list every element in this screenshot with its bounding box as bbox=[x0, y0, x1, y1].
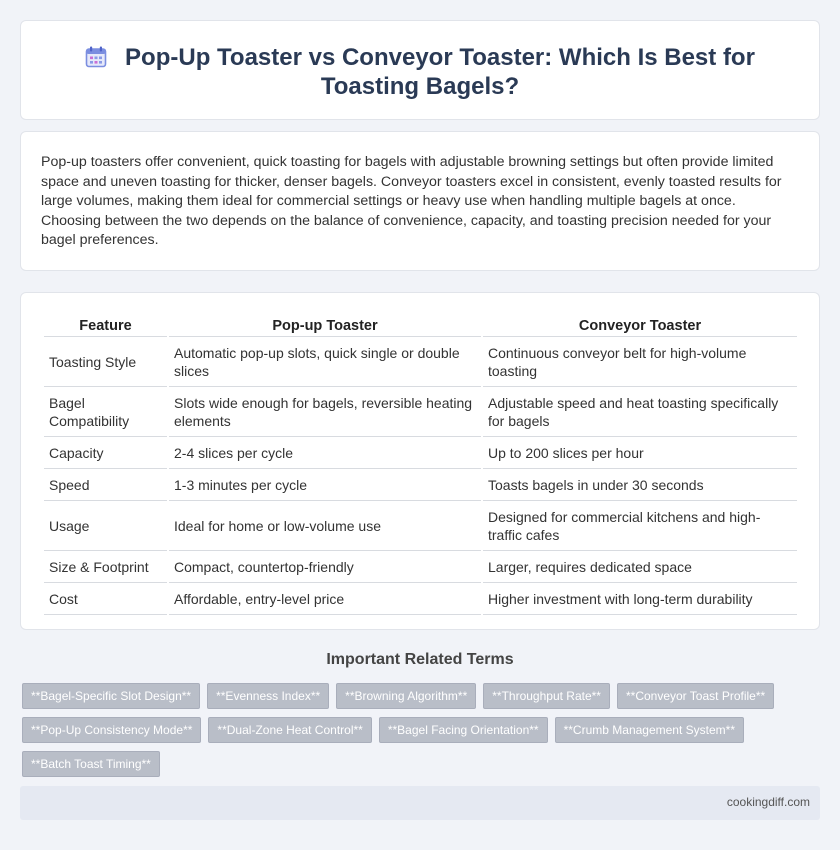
footer-site-link[interactable]: cookingdiff.com bbox=[726, 795, 810, 809]
conveyor-cell: Designed for commercial kitchens and high-traffic cafes bbox=[483, 501, 797, 551]
conveyor-cell: Toasts bagels in under 30 seconds bbox=[483, 469, 797, 501]
feature-cell: Speed bbox=[44, 469, 167, 501]
related-terms-list bbox=[22, 683, 782, 777]
feature-cell: Bagel Compatibility bbox=[44, 387, 167, 437]
header-popup: Pop-up Toaster bbox=[169, 315, 481, 337]
related-term-tag[interactable]: **Conveyor Toast Profile** bbox=[617, 683, 774, 709]
feature-cell: Capacity bbox=[44, 437, 167, 469]
page-title-text: Pop-Up Toaster vs Conveyor Toaster: Which Is Best for Toasting Bagels? bbox=[125, 44, 755, 100]
comparison-table bbox=[42, 315, 799, 615]
title-card bbox=[20, 20, 820, 120]
intro-paragraph: Pop-up toasters offer convenient, quick toasting for bagels with adjustable browning settings but often provide limited space and uneven toasting for thicker, denser bagels. Conveyor toasters excel in consistent, evenly toasted results for large volumes, making them ideal for commercial settings or heavy use when handling multiple bagels at once. Choosing between the two depends on the balance of convenience, capacity, and toasting precision needed for your bagel preferences. bbox=[41, 154, 782, 249]
table-row bbox=[44, 551, 797, 583]
feature-cell: Size & Footprint bbox=[44, 551, 167, 583]
related-term-tag[interactable]: **Batch Toast Timing** bbox=[22, 751, 160, 777]
related-term-tag[interactable]: **Crumb Management System** bbox=[555, 717, 744, 743]
header-conveyor: Conveyor Toaster bbox=[483, 315, 797, 337]
related-terms-heading: Important Related Terms bbox=[326, 651, 514, 668]
footer bbox=[20, 786, 820, 820]
table-row bbox=[44, 337, 797, 387]
table-header-row bbox=[44, 315, 797, 337]
table-row bbox=[44, 501, 797, 551]
related-term-tag[interactable]: **Dual-Zone Heat Control** bbox=[208, 717, 371, 743]
conveyor-cell: Larger, requires dedicated space bbox=[483, 551, 797, 583]
table-row bbox=[44, 469, 797, 501]
table-row bbox=[44, 437, 797, 469]
popup-cell: Automatic pop-up slots, quick single or double slices bbox=[169, 337, 481, 387]
related-term-tag[interactable]: **Bagel Facing Orientation** bbox=[379, 717, 548, 743]
feature-cell: Cost bbox=[44, 583, 167, 615]
page-title bbox=[21, 43, 819, 101]
related-term-tag[interactable]: **Throughput Rate** bbox=[483, 683, 610, 709]
popup-cell: Slots wide enough for bagels, reversible heating elements bbox=[169, 387, 481, 437]
feature-cell: Toasting Style bbox=[44, 337, 167, 387]
popup-cell: Compact, countertop-friendly bbox=[169, 551, 481, 583]
conveyor-cell: Continuous conveyor belt for high-volume toasting bbox=[483, 337, 797, 387]
conveyor-cell: Up to 200 slices per hour bbox=[483, 437, 797, 469]
feature-cell: Usage bbox=[44, 501, 167, 551]
popup-cell: Affordable, entry-level price bbox=[169, 583, 481, 615]
popup-cell: 2-4 slices per cycle bbox=[169, 437, 481, 469]
conveyor-cell: Adjustable speed and heat toasting specifically for bagels bbox=[483, 387, 797, 437]
related-term-tag[interactable]: **Evenness Index** bbox=[207, 683, 329, 709]
conveyor-cell: Higher investment with long-term durability bbox=[483, 583, 797, 615]
popup-cell: 1-3 minutes per cycle bbox=[169, 469, 481, 501]
table-row bbox=[44, 583, 797, 615]
popup-cell: Ideal for home or low-volume use bbox=[169, 501, 481, 551]
calendar-icon bbox=[85, 46, 107, 68]
related-term-tag[interactable]: **Bagel-Specific Slot Design** bbox=[22, 683, 200, 709]
related-term-tag[interactable]: **Pop-Up Consistency Mode** bbox=[22, 717, 201, 743]
table-row bbox=[44, 387, 797, 437]
intro-card bbox=[20, 131, 820, 271]
related-term-tag[interactable]: **Browning Algorithm** bbox=[336, 683, 476, 709]
comparison-card bbox=[20, 292, 820, 630]
header-feature: Feature bbox=[44, 315, 167, 337]
